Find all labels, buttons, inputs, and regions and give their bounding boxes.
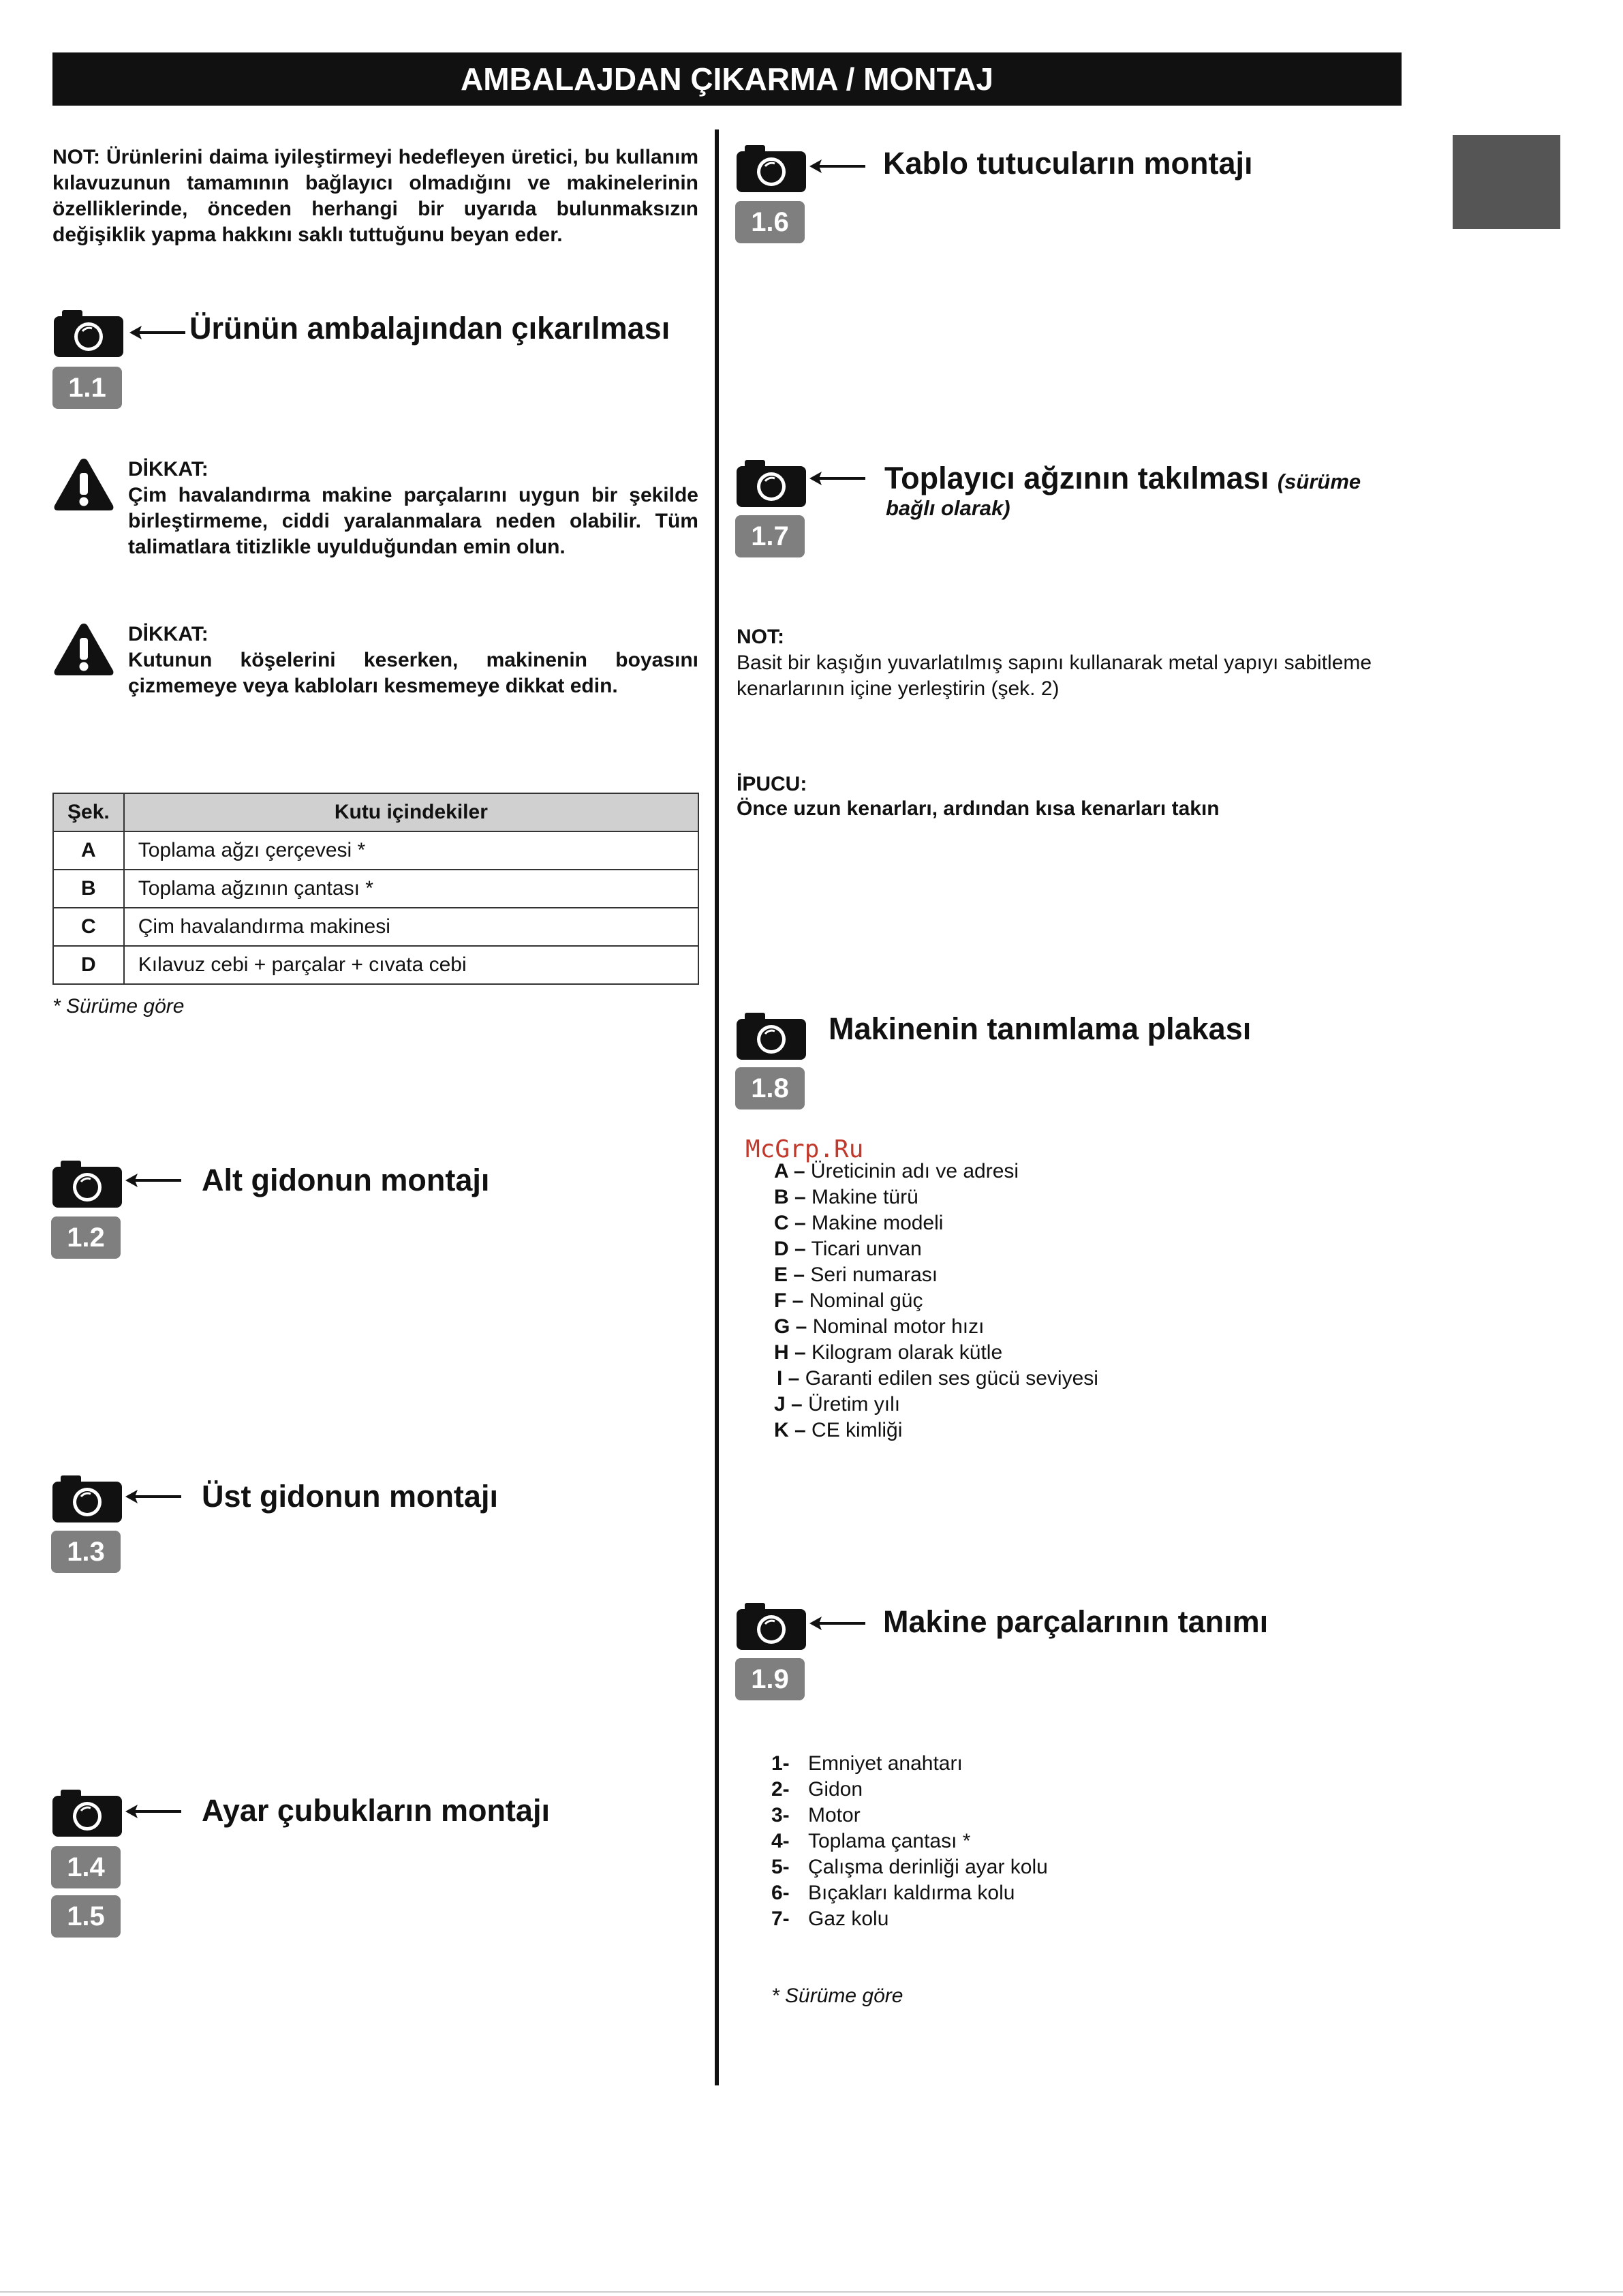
list-item: 3- Motor (771, 1804, 861, 1826)
table-cell-code: A (53, 831, 124, 870)
note-heading: NOT: (737, 626, 784, 648)
watermark: McGrp.Ru (745, 1135, 864, 1163)
arrow-left-icon (809, 158, 865, 174)
camera-icon (52, 308, 125, 358)
list-item: 1- Emniyet anahtarı (771, 1752, 963, 1775)
list-item: 4- Toplama çantası * (771, 1830, 971, 1852)
column-header: Şek. (53, 793, 124, 831)
column-header: Kutu içindekiler (124, 793, 698, 831)
list-item: C – Makine modeli (774, 1212, 944, 1234)
figure-badge-1-7: 1.7 (735, 515, 805, 557)
column-divider (715, 129, 719, 2085)
table-row (53, 946, 698, 984)
section-title-1-1: Ürünün ambalajından çıkarılması (189, 311, 670, 346)
parts-list (771, 1751, 1048, 1932)
section-title-1-2: Alt gidonun montajı (202, 1163, 490, 1197)
list-item: G – Nominal motor hızı (774, 1315, 985, 1338)
page-bottom-line (0, 2291, 1623, 2293)
arrow-left-icon (809, 1615, 865, 1632)
list-item: 6- Bıçakları kaldırma kolu (771, 1882, 1015, 1904)
table-cell-item: Toplama ağzının çantası * (124, 870, 698, 908)
camera-icon (51, 1159, 123, 1209)
section-subtitle-1-7: bağlı olarak) (886, 496, 1010, 520)
figure-badge-1-2: 1.2 (51, 1216, 121, 1259)
camera-icon (51, 1788, 123, 1838)
figure-badge-1-3: 1.3 (51, 1531, 121, 1573)
section-title-1-9: Makine parçalarının tanımı (883, 1604, 1269, 1639)
table-cell-code: C (53, 908, 124, 946)
section-title-1-7-main: Toplayıcı ağzının takılması (884, 461, 1269, 495)
list-item: D – Ticari unvan (774, 1238, 922, 1260)
table-row (53, 908, 698, 946)
tip-heading: İPUCU: (737, 773, 807, 795)
plate-list (774, 1159, 1098, 1443)
note-text: Basit bir kaşığın yuvarlatılmış sapını kullanarak metal yapıyı sabitleme kenarlarının içine yerleştirin (şek. 2) (737, 652, 1372, 700)
camera-icon (735, 143, 807, 194)
warning-icon (52, 457, 115, 512)
list-item: K – CE kimliği (774, 1419, 903, 1441)
section-title-1-6: Kablo tutucuların montajı (883, 146, 1253, 181)
list-item: J – Üretim yılı (774, 1393, 901, 1415)
warning-text: Kutunun köşelerini keserken, makinenin boyasını çizmemeye veya kabloları kesmemeye dikkat edin. (128, 649, 698, 697)
table-footnote: * Sürüme göre (52, 995, 185, 1017)
table-row (53, 831, 698, 870)
figure-badge-1-5: 1.5 (51, 1895, 121, 1938)
table-cell-item: Çim havalandırma makinesi (124, 908, 698, 946)
list-item: H – Kilogram olarak kütle (774, 1341, 1003, 1364)
corner-tab (1453, 135, 1560, 229)
table-header-row (53, 793, 698, 831)
table-cell-code: D (53, 946, 124, 984)
arrow-left-icon (125, 1488, 181, 1505)
page-title: AMBALAJDAN ÇIKARMA / MONTAJ (52, 52, 1402, 106)
section-title-1-7 (884, 461, 1361, 496)
table-row (53, 870, 698, 908)
table-cell-code: B (53, 870, 124, 908)
arrow-left-icon (125, 1172, 181, 1189)
arrow-left-icon (125, 1803, 181, 1820)
camera-icon (735, 1601, 807, 1651)
camera-icon (735, 458, 807, 508)
tip-text: Önce uzun kenarları, ardından kısa kenarları takın (737, 797, 1220, 820)
section-title-1-3: Üst gidonun montajı (202, 1479, 498, 1514)
warning-text: Çim havalandırma makine parçalarını uygun bir şekilde birleştirmeme, ciddi yaralanmalara neden olabilir. Tüm talimatlara titizlikle uyulduğundan emin olun. (128, 484, 698, 558)
box-contents-table (52, 793, 699, 985)
arrow-left-icon (129, 324, 185, 341)
warning-heading: DİKKAT: (128, 458, 208, 480)
figure-badge-1-8: 1.8 (735, 1067, 805, 1109)
table-cell-item: Kılavuz cebi + parçalar + cıvata cebi (124, 946, 698, 984)
table-cell-item: Toplama ağzı çerçevesi * (124, 831, 698, 870)
figure-badge-1-6: 1.6 (735, 201, 805, 243)
section-title-1-4: Ayar çubukların montajı (202, 1793, 550, 1828)
arrow-left-icon (809, 470, 865, 487)
list-item: A – Üreticinin adı ve adresi (774, 1160, 1019, 1182)
list-item: F – Nominal güç (774, 1289, 923, 1312)
camera-icon (735, 1011, 807, 1061)
section-title-1-7-sub: (sürüme (1277, 470, 1361, 493)
figure-badge-1-9: 1.9 (735, 1658, 805, 1700)
figure-badge-1-1: 1.1 (52, 367, 122, 409)
list-item: I – Garanti edilen ses gücü seviyesi (777, 1367, 1098, 1390)
section-title-1-8: Makinenin tanımlama plakası (829, 1011, 1252, 1046)
parts-footnote: * Sürüme göre (771, 1985, 903, 2007)
list-item: B – Makine türü (774, 1186, 918, 1208)
intro-note: NOT: Ürünlerini daima iyileştirmeyi hedefleyen üretici, bu kullanım kılavuzunun tamamının bağlayıcı olmadığını ve makinelerinin özelliklerinde, önceden herhangi bir uyarıda bulunmaksızın değişiklik yapma hakkını saklı tuttuğunu beyan eder. (52, 146, 698, 246)
camera-icon (51, 1473, 123, 1524)
figure-badge-1-4: 1.4 (51, 1846, 121, 1888)
list-item: E – Seri numarası (774, 1264, 938, 1286)
warning-icon (52, 622, 115, 677)
warning-heading: DİKKAT: (128, 623, 208, 645)
list-item: 5- Çalışma derinliği ayar kolu (771, 1856, 1048, 1878)
list-item: 7- Gaz kolu (771, 1908, 889, 1930)
list-item: 2- Gidon (771, 1778, 863, 1801)
